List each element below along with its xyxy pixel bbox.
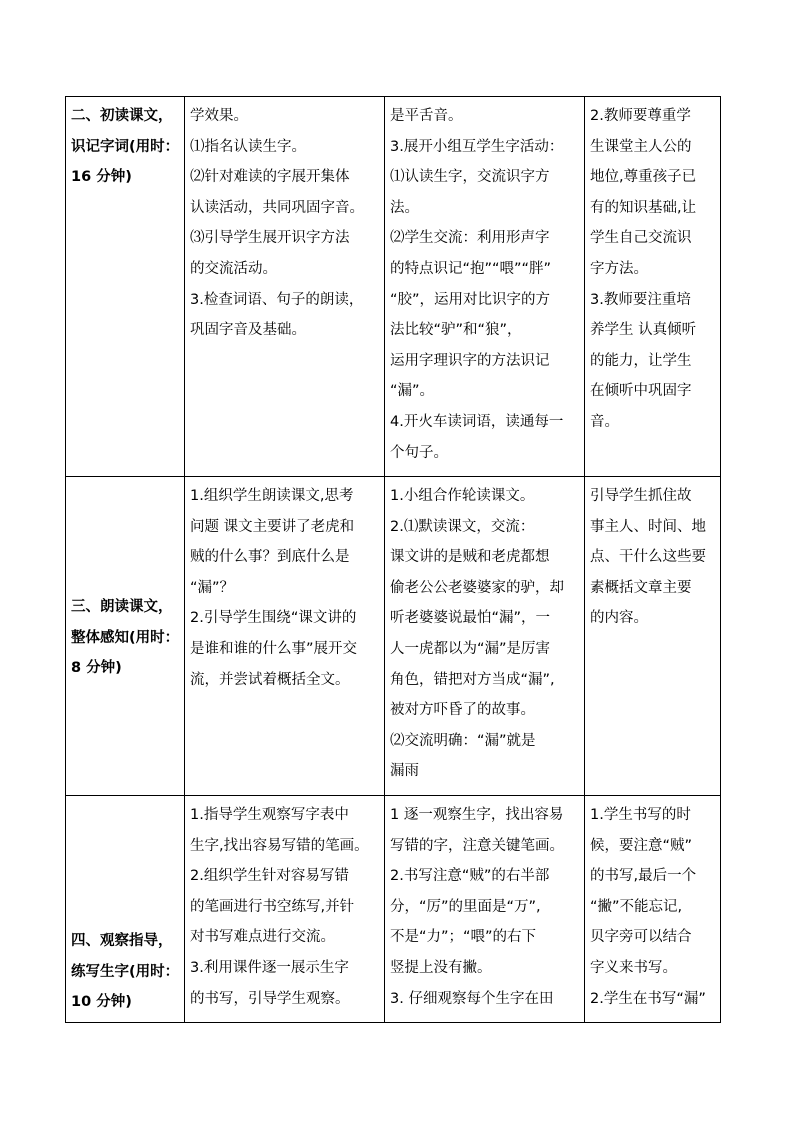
text-line: 素概括文章主要 bbox=[590, 579, 692, 596]
text-line: 候，要注意“贼” bbox=[590, 837, 693, 854]
text-line: 贼的什么事？到底什么是 bbox=[190, 549, 350, 566]
text-line: 法比较“驴”和“狼”， bbox=[390, 322, 522, 339]
text-line: 是谁和谁的什么事”展开交 bbox=[190, 640, 358, 657]
text-line: 认读活动，共同巩固字音。 bbox=[190, 199, 364, 216]
text-line: 被对方吓昏了的故事。 bbox=[390, 702, 535, 719]
text-line: “撇”不能忘记, bbox=[590, 898, 683, 915]
text-line: 偷老公公老婆婆家的驴，却 bbox=[390, 579, 564, 596]
text-line: 角色，错把对方当成“漏”, bbox=[390, 671, 555, 688]
text-line: 的能力，让学生 bbox=[590, 352, 692, 369]
student-activity-cell bbox=[385, 796, 585, 1023]
text-line: 练写生字(用时： bbox=[71, 963, 180, 980]
table-row bbox=[66, 97, 721, 477]
stage-cell bbox=[66, 796, 185, 1023]
text-line: 2.书写注意“贼”的右半部 bbox=[390, 868, 550, 885]
design-intent-cell bbox=[585, 97, 721, 477]
design-intent-cell bbox=[585, 796, 721, 1023]
table-row bbox=[66, 796, 721, 1023]
text-line: 地位,尊重孩子已 bbox=[590, 169, 697, 186]
text-line: 生课堂主人公的 bbox=[590, 138, 692, 155]
text-line: 巩固字音及基础。 bbox=[190, 322, 306, 339]
teacher-activity-cell bbox=[185, 477, 385, 796]
text-line: 3.利用课件逐一展示生字 bbox=[190, 959, 349, 976]
text-line: 分，“厉”的里面是“万”, bbox=[390, 898, 541, 915]
text-line: 对书写难点进行交流。 bbox=[190, 929, 335, 946]
text-line: 二、初读课文， bbox=[71, 108, 173, 124]
lesson-plan-table bbox=[65, 96, 721, 1023]
text-line: 在倾听中巩固字 bbox=[590, 383, 692, 400]
student-activity-cell bbox=[385, 477, 585, 796]
text-line: 音。 bbox=[590, 413, 619, 430]
text-line: 课文讲的是贼和老虎都想 bbox=[390, 549, 550, 566]
text-line: 3.检查词语、句子的朗读， bbox=[190, 291, 364, 308]
text-line: 三、朗读课文， bbox=[71, 599, 173, 616]
text-line: 四、观察指导， bbox=[71, 933, 173, 950]
stage-cell bbox=[66, 97, 185, 477]
design-intent-cell bbox=[585, 477, 721, 796]
stage-cell bbox=[66, 477, 185, 796]
text-line: 漏雨 bbox=[390, 763, 419, 780]
text-line: 有的知识基础,让 bbox=[590, 199, 697, 216]
text-line: 字义来书写。 bbox=[590, 959, 677, 976]
text-line: 2.⑴默读课文，交流： bbox=[390, 518, 535, 535]
text-line: ⑵学生交流：利用形声字 bbox=[390, 230, 550, 247]
teacher-activity-cell bbox=[185, 97, 385, 477]
text-line: 写错的字，注意关键笔画。 bbox=[390, 837, 564, 854]
text-line: 字方法。 bbox=[590, 260, 648, 277]
text-line: “胶”，运用对比识字的方 bbox=[390, 291, 551, 308]
text-line: 贝字旁可以结合 bbox=[590, 929, 692, 946]
text-line: 竖提上没有撇。 bbox=[390, 959, 492, 976]
text-line: ⑵交流明确：“漏”就是 bbox=[390, 732, 536, 749]
text-line: 事主人、时间、地 bbox=[590, 518, 706, 535]
text-line: 生字,找出容易写错的笔画。 bbox=[190, 837, 369, 854]
student-activity-cell bbox=[385, 97, 585, 477]
text-line: ⑵针对难读的字展开集体 bbox=[190, 169, 350, 186]
table-row bbox=[66, 477, 721, 796]
text-line: 10 分钟) bbox=[71, 994, 132, 1011]
text-line: 8 分钟) bbox=[71, 660, 122, 677]
text-line: 个句子。 bbox=[390, 444, 448, 461]
text-line: 4.开火车读词语，读通每一 bbox=[390, 413, 564, 430]
text-line: 的内容。 bbox=[590, 610, 648, 627]
text-line: 3. 仔细观察每个生字在田 bbox=[390, 990, 554, 1007]
text-line: 流，并尝试着概括全文。 bbox=[190, 671, 350, 688]
text-line: 的笔画进行书空练写,并针 bbox=[190, 898, 355, 915]
text-line: “漏”。 bbox=[390, 383, 435, 400]
text-line: 养学生 认真倾听 bbox=[590, 322, 697, 339]
text-line: 16 分钟) bbox=[71, 169, 132, 186]
text-line: 是平舌音。 bbox=[390, 108, 463, 124]
text-line: 识记字词(用时： bbox=[71, 138, 180, 155]
text-line: 运用字理识字的方法识记 bbox=[390, 352, 550, 369]
text-line: 2.教师要尊重学 bbox=[590, 108, 691, 124]
text-line: 2.组织学生针对容易写错 bbox=[190, 868, 349, 885]
text-line: 1.小组合作轮读课文。 bbox=[390, 488, 535, 504]
text-line: 3.教师要注重培 bbox=[590, 291, 691, 308]
text-line: 1.学生书写的时 bbox=[590, 807, 691, 823]
text-line: 的特点识记“抱”“喂”“胖” bbox=[390, 260, 552, 277]
text-line: 法。 bbox=[390, 199, 419, 216]
teacher-activity-cell bbox=[185, 796, 385, 1023]
text-line: 的交流活动。 bbox=[190, 260, 277, 277]
text-line: 1.组织学生朗读课文,思考 bbox=[190, 488, 354, 504]
text-line: 问题 课文主要讲了老虎和 bbox=[190, 518, 355, 535]
text-line: 不是“力”；“喂”的右下 bbox=[390, 929, 537, 946]
text-line: 听老婆婆说最怕“漏”，一 bbox=[390, 610, 551, 627]
text-line: 点、干什么这些要 bbox=[590, 549, 706, 566]
text-line: 2.学生在书写“漏” bbox=[590, 990, 706, 1007]
text-line: 1.指导学生观察写字表中 bbox=[190, 807, 349, 823]
text-line: 的书写，引导学生观察。 bbox=[190, 990, 350, 1007]
text-line: ⑴认读生字，交流识字方 bbox=[390, 169, 550, 186]
text-line: 1 逐一观察生字，找出容易 bbox=[390, 807, 564, 823]
text-line: 2.引导学生围绕“课文讲的 bbox=[190, 610, 357, 627]
text-line: “漏”？ bbox=[190, 579, 235, 596]
text-line: 整体感知(用时： bbox=[71, 629, 180, 646]
text-line: 的书写,最后一个 bbox=[590, 868, 697, 885]
text-line: 学生自己交流识 bbox=[590, 230, 692, 247]
text-line: ⑶引导学生展开识字方法 bbox=[190, 230, 350, 247]
text-line: 引导学生抓住故 bbox=[590, 488, 692, 504]
text-line: 3.展开小组互学生字活动： bbox=[390, 138, 564, 155]
text-line: ⑴指名认读生字。 bbox=[190, 138, 306, 155]
text-line: 学效果。 bbox=[190, 108, 248, 124]
text-line: 人一虎都以为“漏”是厉害 bbox=[390, 640, 551, 657]
